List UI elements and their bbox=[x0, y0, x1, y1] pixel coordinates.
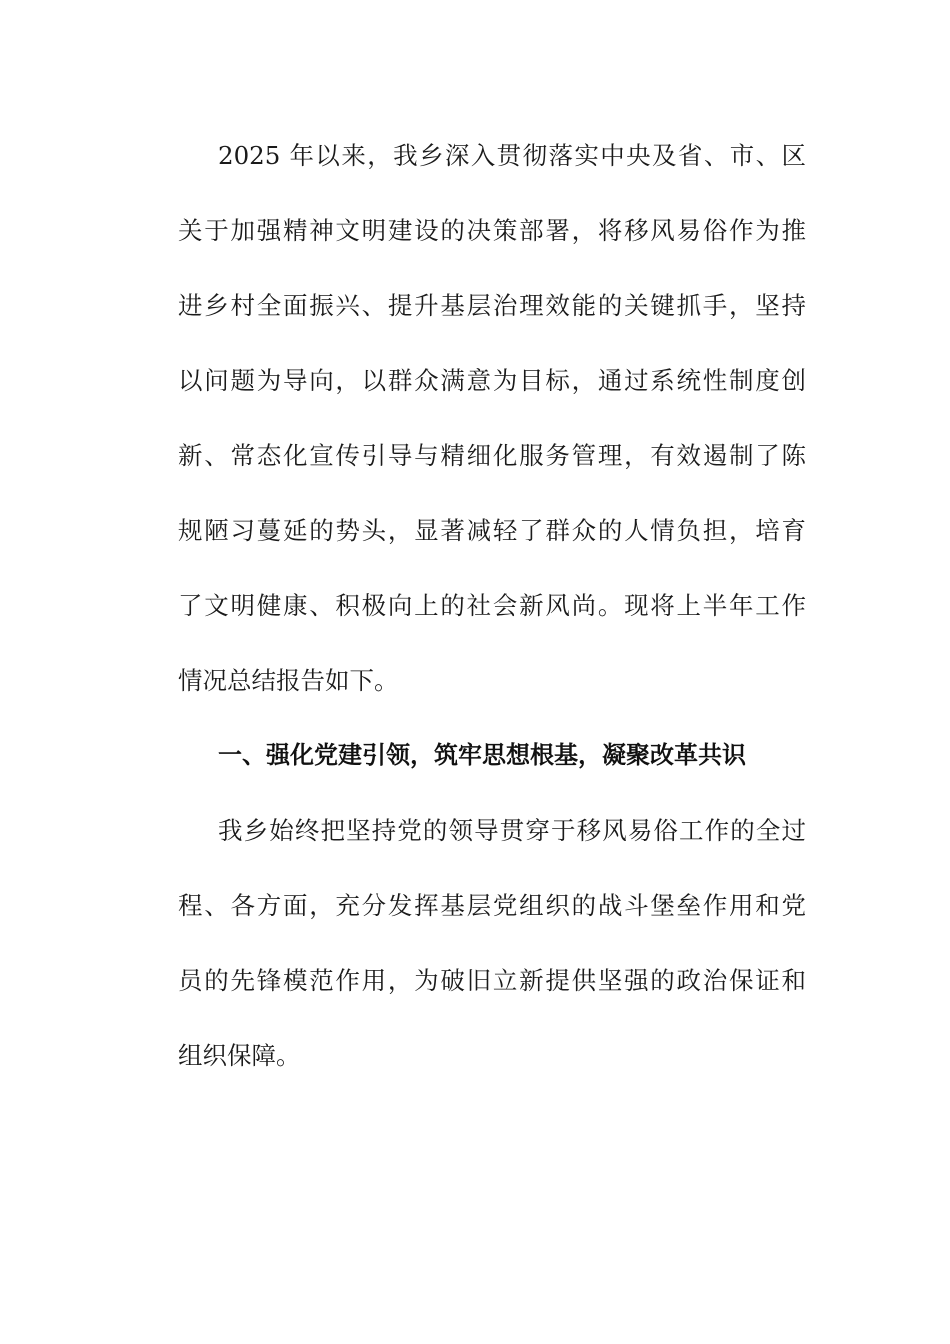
intro-paragraph bbox=[178, 118, 806, 718]
paragraph-line: 我乡始终把坚持党的领导贯穿于移风易俗工作的全过 bbox=[218, 816, 806, 845]
paragraph-line: 员的先锋模范作用，为破旧立新提供坚强的政治保证和 bbox=[178, 966, 806, 995]
paragraph-line: 规陋习蔓延的势头，显著减轻了群众的人情负担，培育 bbox=[178, 516, 806, 545]
paragraph-line: 以问题为导向，以群众满意为目标，通过系统性制度创 bbox=[178, 366, 806, 395]
paragraph-line: 组织保障。 bbox=[178, 1041, 301, 1070]
paragraph-line: 程、各方面，充分发挥基层党组织的战斗堡垒作用和党 bbox=[178, 891, 806, 920]
paragraph-line: 情况总结报告如下。 bbox=[178, 666, 399, 695]
section-heading: 一、强化党建引领，筑牢思想根基，凝聚改革共识 bbox=[218, 741, 746, 769]
document-body bbox=[178, 118, 806, 1093]
paragraph-line: 新、常态化宣传引导与精细化服务管理，有效遏制了陈 bbox=[178, 441, 806, 470]
paragraph-line: 关于加强精神文明建设的决策部署，将移风易俗作为推 bbox=[178, 216, 806, 245]
paragraph-line: 2025 年以来，我乡深入贯彻落实中央及省、市、区 bbox=[218, 141, 806, 170]
paragraph-line: 进乡村全面振兴、提升基层治理效能的关键抓手，坚持 bbox=[178, 291, 806, 320]
section-paragraph bbox=[178, 793, 806, 1093]
paragraph-line: 了文明健康、积极向上的社会新风尚。现将上半年工作 bbox=[178, 591, 806, 620]
